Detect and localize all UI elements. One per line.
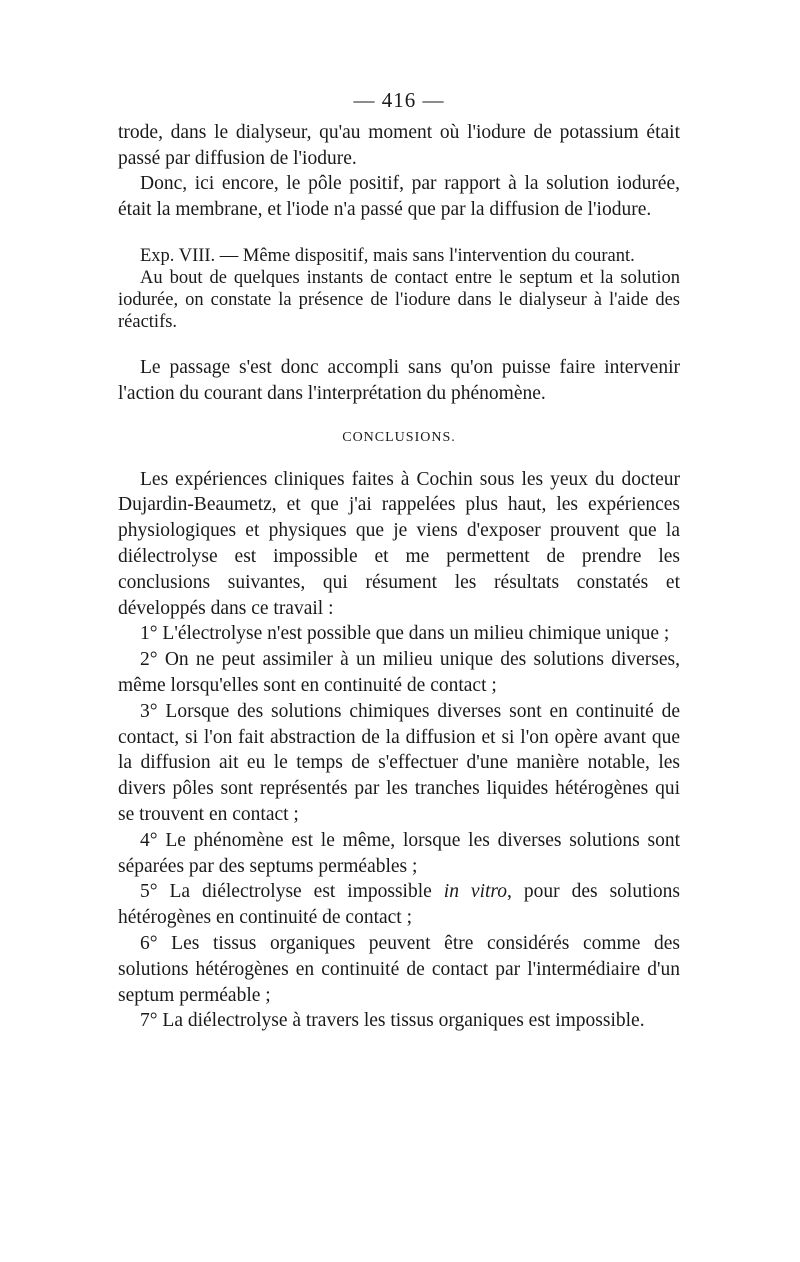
conclusion-7: 7° La diélectrolyse à travers les tissus organiques est impossible.	[140, 1010, 645, 1032]
conclusion-2: 2° On ne peut assimiler à un milieu unique des solutions diverses, même lorsqu'elles sont en continuité de contact ;	[118, 649, 680, 696]
conclusion-5	[118, 879, 680, 931]
page-body	[118, 88, 680, 1034]
paragraph-passage: Le passage s'est donc accompli sans qu'on puisse faire intervenir l'action du courant dans l'interprétation du phénomène.	[118, 356, 680, 404]
paragraph-intro-conclusions: Les expériences cliniques faites à Cochin sous les yeux du docteur Dujardin-Beaumetz, et que j'ai rappelées plus haut, les expériences physiologiques et physiques que je viens d'exposer prouvent que la diélectrolyse est impossible et me permettent de prendre les conclusions suivantes, qui résument les résultats constatés et développés dans ce travail :	[118, 468, 680, 619]
experiment-heading: Exp. VIII. — Même dispositif, mais sans l'intervention du courant.	[140, 245, 635, 266]
page-number: — 416 —	[353, 88, 445, 112]
conclusion-1: 1° L'électrolyse n'est possible que dans un milieu chimique unique ;	[140, 623, 670, 645]
conclusion-6: 6° Les tissus organiques peuvent être considérés comme des solutions hétérogènes en continuité de contact par l'intermédiaire d'un septum perméable ;	[118, 932, 680, 1006]
paragraph-continuation: trode, dans le dialyseur, qu'au moment où l'iodure de potassium était passé par diffusion de l'iodure.	[118, 121, 680, 169]
section-title-conclusions: CONCLUSIONS.	[342, 429, 456, 445]
conclusion-5-italic: in vitro	[443, 881, 508, 903]
conclusion-4: 4° Le phénomène est le même, lorsque les diverses solutions sont séparées par des septums perméables ;	[118, 829, 680, 877]
experiment-description: Au bout de quelques instants de contact entre le septum et la solution iodurée, on constate la présence de l'iodure dans le dialyseur à l'aide des réactifs.	[118, 267, 680, 332]
conclusion-3: 3° Lorsque des solutions chimiques diverses sont en continuité de contact, si l'on fait abstraction de la diffusion et si l'on opère avant que la diffusion ait eu le temps de s'effectuer d'une manière notable, les divers pôles sont représentés par les tranches liquides hétérogènes qui se trouvent en contact ;	[118, 700, 680, 825]
conclusion-5-text-b: , pour des solutions hétérogènes en continuité de contact ;	[118, 881, 680, 929]
paragraph-donc: Donc, ici encore, le pôle positif, par rapport à la solution iodurée, était la membrane, et l'iode n'a passé que par la diffusion de l'iodure.	[118, 173, 680, 221]
conclusion-5-text-a: 5° La diélectrolyse est impossible	[140, 881, 444, 903]
